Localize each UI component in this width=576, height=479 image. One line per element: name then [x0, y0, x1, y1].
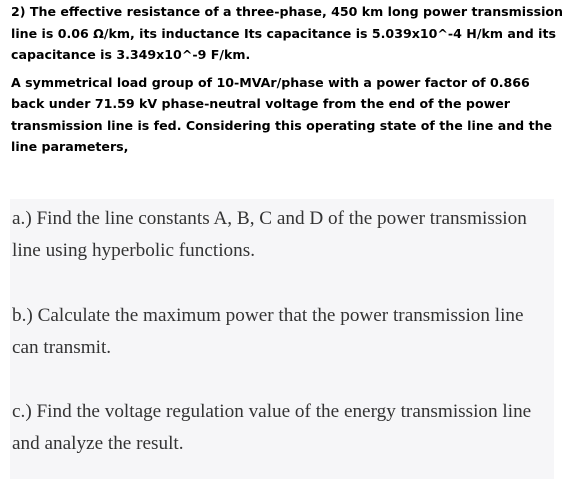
problem-paragraph-2: A symmetrical load group of 10-MVAr/phase with a power factor of 0.866 back under 71.59 kV phase-neutral voltage from the end of the power transmission line is fed. Considering this operating state of the line and the line parameters, [11, 74, 553, 154]
problem-paragraph-1: 2) The effective resistance of a three-phase, 450 km long power transmission line is 0.06 Ω/km, its inductance Its capacitance is 5.039x10^-4 H/km and its capacitance is 3.349x10^-9 F/km. [11, 4, 564, 62]
question-part-b: b.) Calculate the maximum power that the power transmission line can transmit. [12, 305, 524, 358]
question-part-c: c.) Find the voltage regulation value of the energy transmission line and analyze the result. [12, 401, 532, 454]
problem-statement [11, 1, 566, 158]
question-parts-panel [10, 199, 554, 479]
question-part-a: a.) Find the line constants A, B, C and D of the power transmission line using hyperbolic functions. [12, 208, 527, 261]
